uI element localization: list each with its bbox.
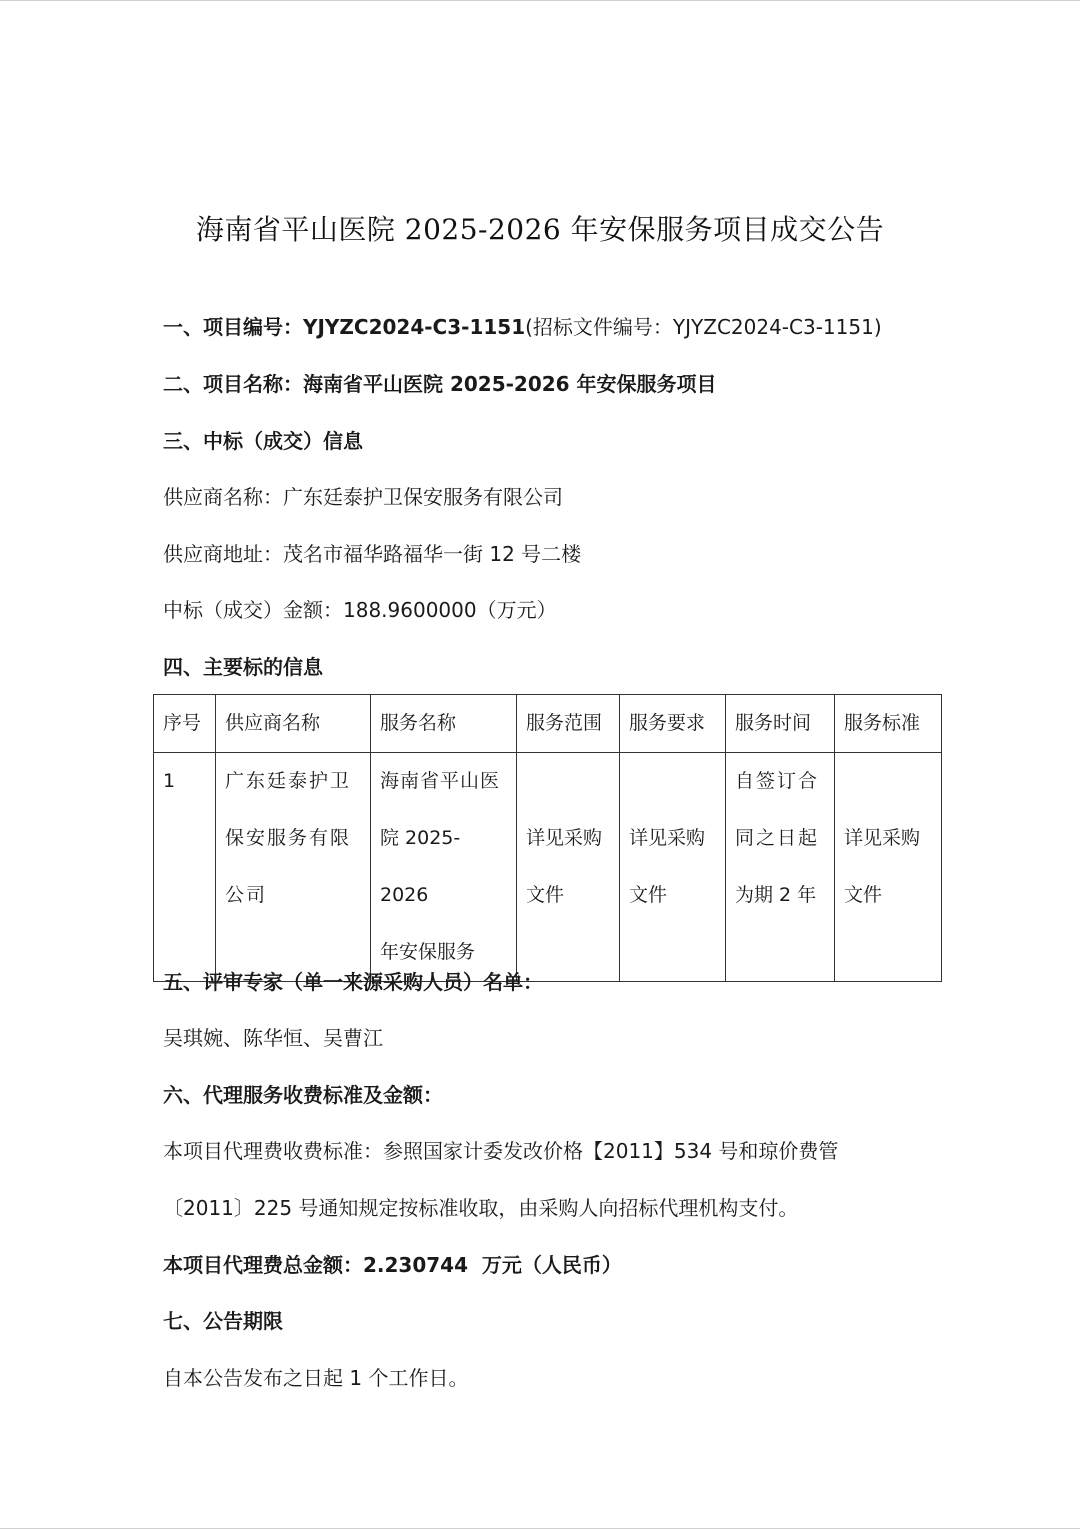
project-number-label: 一、项目编号：YJYZC2024-C3-1151 (163, 315, 526, 339)
cell-time-line: 为期 2 年 (735, 884, 817, 906)
cell-supplier-line: 公司 (225, 884, 268, 906)
header-index: 序号 (154, 695, 216, 753)
page-top-border (0, 0, 1080, 1)
header-service-name: 服务名称 (371, 695, 517, 753)
project-number-line (163, 311, 882, 343)
cell-time-line: 同之日起 (735, 827, 820, 849)
cell-service-line: 海南省平山医 (380, 770, 501, 792)
cell-standard-line: 文件 (844, 884, 883, 906)
project-number-note: (招标文件编号：YJYZC2024-C3-1151) (525, 315, 882, 339)
cell-service-name (371, 753, 517, 982)
header-service-standard: 服务标准 (835, 695, 942, 753)
table-row (154, 753, 942, 982)
agency-fee-heading: 六、代理服务收费标准及金额： (163, 1083, 443, 1107)
supplier-name: 供应商名称：广东廷泰护卫保安服务有限公司 (163, 485, 563, 509)
cell-service-scope (517, 753, 620, 982)
cell-supplier-line: 广东廷泰护卫 (225, 770, 352, 792)
cell-service-time (726, 753, 835, 982)
agency-fee-standard-line-1: 本项目代理费收费标准：参照国家计委发改价格【2011】534 号和琼价费管 (163, 1139, 839, 1163)
cell-service-line: 年安保服务 (380, 941, 476, 963)
winning-amount: 中标（成交）金额：188.9600000（万元） (163, 598, 557, 622)
header-supplier: 供应商名称 (216, 695, 371, 753)
cell-requirement-line: 文件 (629, 884, 668, 906)
cell-time-line: 自签订合 (735, 770, 820, 792)
supplier-address: 供应商地址：茂名市福华路福华一街 12 号二楼 (163, 542, 582, 566)
cell-service-line: 院 2025-2026 (380, 827, 461, 906)
experts-names: 吴琪婉、陈华恒、吴曹江 (163, 1026, 383, 1050)
period-text: 自本公告发布之日起 1 个工作日。 (163, 1366, 469, 1390)
document-title: 海南省平山医院 2025-2026 年安保服务项目成交公告 (195, 213, 885, 246)
cell-service-requirement (620, 753, 726, 982)
main-info-table (153, 694, 942, 982)
agency-fee-standard-line-2: 〔2011〕225 号通知规定按标准收取，由采购人向招标代理机构支付。 (163, 1196, 799, 1220)
cell-supplier (216, 753, 371, 982)
header-service-requirement: 服务要求 (620, 695, 726, 753)
cell-index: 1 (154, 753, 216, 982)
table-header-row (154, 695, 942, 753)
period-heading: 七、公告期限 (163, 1309, 283, 1333)
cell-requirement-line: 详见采购 (629, 827, 706, 849)
project-name-line: 二、项目名称：海南省平山医院 2025-2026 年安保服务项目 (163, 372, 717, 396)
cell-scope-line: 详见采购 (526, 827, 603, 849)
cell-standard-line: 详见采购 (844, 827, 921, 849)
main-info-heading: 四、主要标的信息 (163, 655, 323, 679)
agency-fee-total: 本项目代理费总金额：2.230744 万元（人民币） (163, 1253, 622, 1277)
header-service-time: 服务时间 (726, 695, 835, 753)
cell-scope-line: 文件 (526, 884, 565, 906)
header-service-scope: 服务范围 (517, 695, 620, 753)
winner-heading: 三、中标（成交）信息 (163, 429, 363, 453)
cell-service-standard (835, 753, 942, 982)
cell-supplier-line: 保安服务有限 (225, 827, 352, 849)
experts-heading: 五、评审专家（单一来源采购人员）名单： (163, 970, 543, 994)
page-bottom-border (0, 1528, 1080, 1529)
